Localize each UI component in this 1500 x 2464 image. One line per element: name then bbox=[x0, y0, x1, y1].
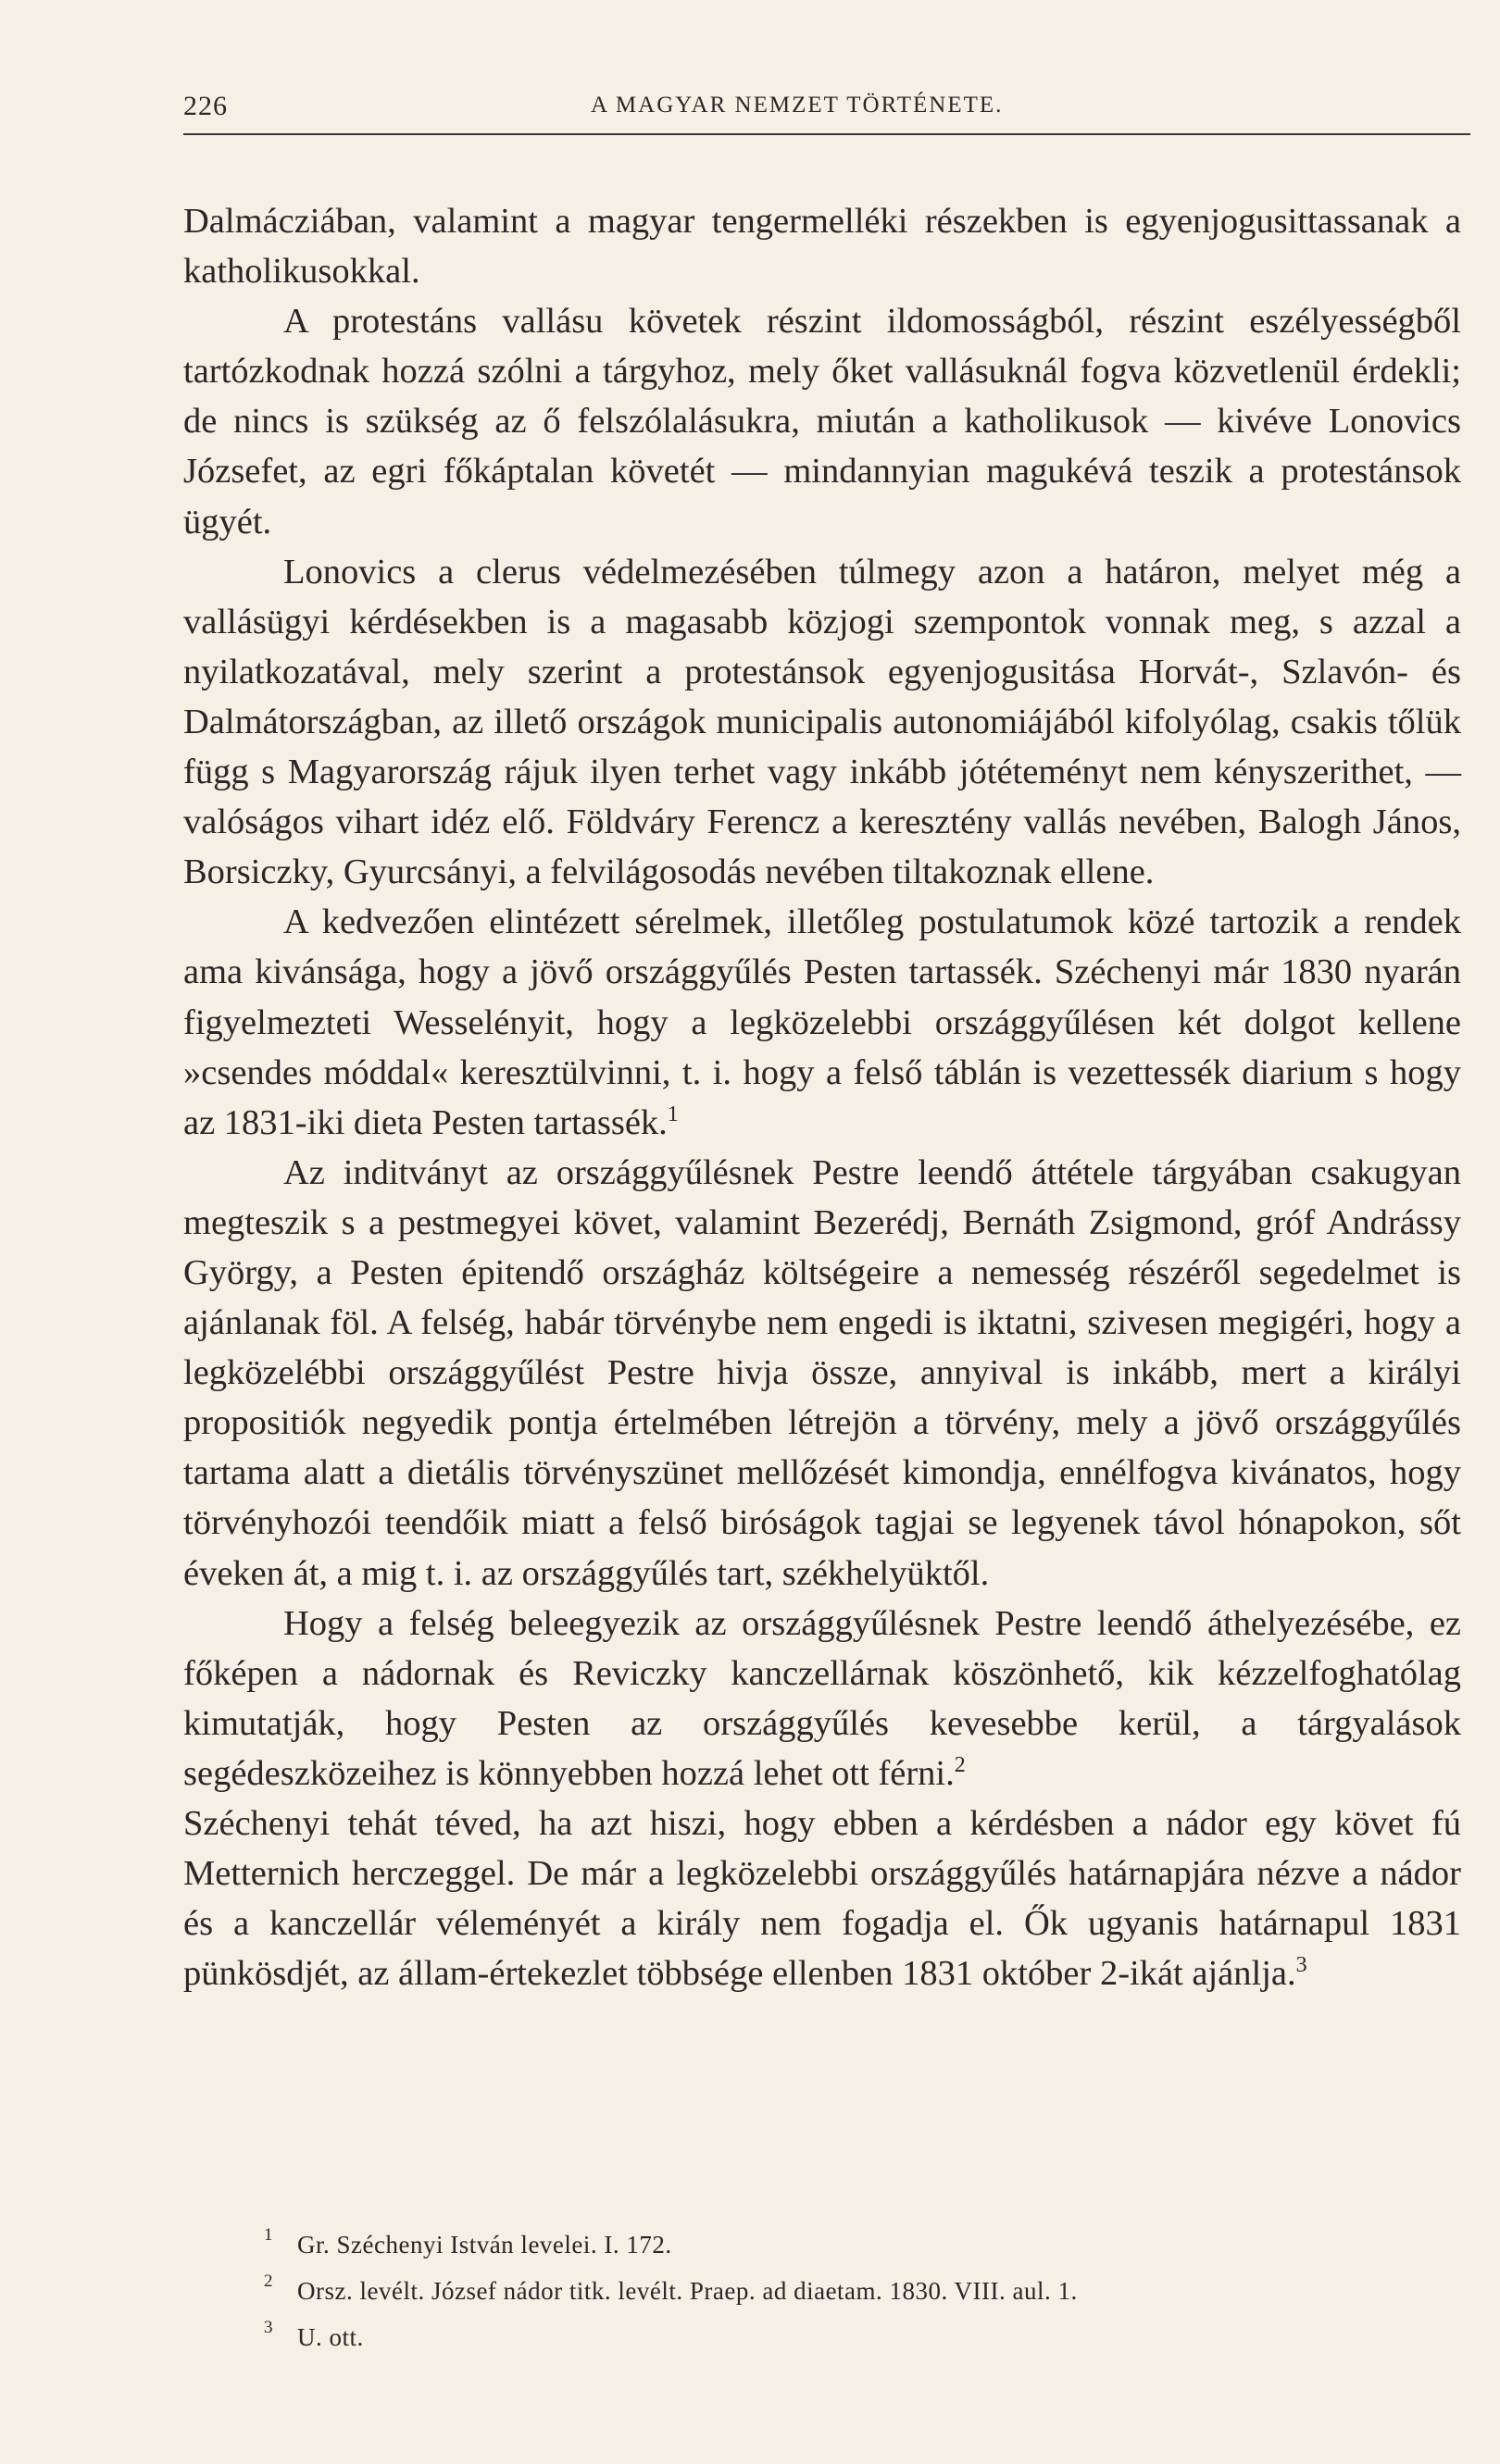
footnote-mark: 3 bbox=[264, 2318, 273, 2337]
paragraph-text: Az inditványt az országgyűlésnek Pestre leendő áttétele tárgyában csakugyan megteszik s a pestmegyei követ, valamint Bezerédj, Bernáth Zsigmond, gróf Andrássy György, a Pesten épitendő országház költségeire a nemesség részéről segedelmet is ajánlanak föl. A felség, habár törvénybe nem engedi is iktatni, szivesen megigéri, hogy a legközelébbi országgyűlést Pestre hivja össze, annyival is inkább, mert a királyi propositiók negyedik pontja értelmében létrejön a törvény, mely a jövő országgyűlés tartama alatt a dietális törvényszünet mellőzését kimondja, ennélfogva kivánatos, hogy törvényhozói teendőik miatt a felső biróságok tagjai se legyenek távol hónapokon, sőt éveken át, a mig t. i. az országgyűlés tart, székhelyüktől. bbox=[183, 1152, 1461, 1593]
page-number: 226 bbox=[183, 91, 228, 121]
paragraph bbox=[183, 547, 1461, 898]
footnote bbox=[264, 2314, 1468, 2360]
footnote-ref: 2 bbox=[954, 1753, 966, 1778]
running-title: A MAGYAR NEMZET TÖRTÉNETE. bbox=[591, 93, 1004, 118]
footnote-ref: 3 bbox=[1295, 1953, 1307, 1978]
paragraph-text: Dalmácziában, valamint a magyar tengermelléki részekben is egyenjogusittassanak a katholikusokkal. bbox=[183, 202, 1461, 292]
running-head bbox=[183, 91, 1470, 135]
footnote-text: Gr. Széchenyi István levelei. I. 172. bbox=[297, 2231, 672, 2259]
paragraph bbox=[183, 1599, 1461, 1798]
paragraph bbox=[183, 196, 1461, 296]
footnote-ref: 1 bbox=[667, 1101, 679, 1126]
paragraph-text: Lonovics a clerus védelmezésében túlmegy azon a határon, melyet még a vallásügyi kérdésekben is a magasabb közjogi szempontok vonnak meg, s azzal a nyilatkozatával, mely szerint a protestánsok egyenjogusitása Horvát-, Szlavón- és Dalmátországban, az illető országok municipalis autonomiájából kifolyólag, csakis tőlük függ s Magyarország rájuk ilyen terhet vagy inkább jótéteményt nem kényszerithet, — valóságos vihart idéz elő. Földváry Ferencz a keresztény vallás nevében, Balogh János, Borsiczky, Gyurcsányi, a felvilágosodás nevében tiltakoznak ellene. bbox=[183, 552, 1461, 892]
paragraph-text: A kedvezően elintézett sérelmek, illetőleg postulatumok közé tartozik a rendek ama kivánsága, hogy a jövő országgyűlés Pesten tartassék. Széchenyi már 1830 nyarán figyelmezteti Wesselényit, hogy a legközelebbi országgyűlésen két dolgot kellene »csendes móddal« keresztülvinni, t. i. hogy a felső táblán is vezettessék diarium s hogy az 1831-iki dieta Pesten tartassék. bbox=[183, 902, 1461, 1142]
paragraph bbox=[183, 1798, 1461, 1998]
paragraph bbox=[183, 296, 1461, 546]
footnotes bbox=[264, 2221, 1468, 2360]
paragraph bbox=[183, 897, 1461, 1147]
footnote bbox=[264, 2268, 1468, 2314]
footnote bbox=[264, 2221, 1468, 2268]
footnote-mark: 2 bbox=[264, 2271, 273, 2291]
footnote-mark: 1 bbox=[264, 2225, 273, 2245]
body-text bbox=[183, 196, 1461, 1998]
paragraph-text: Hogy a felség beleegyezik az országgyűlésnek Pestre leendő áthelyezésébe, ez főképen a nádornak és Reviczky kanczellárnak köszönhető, kik kézzelfoghatólag kimutatják, hogy Pesten az országgyűlés kevesebbe kerül, a tárgyalások segédeszközeihez is könnyebben hozzá lehet ott férni. bbox=[183, 1603, 1461, 1793]
paragraph-text: Széchenyi tehát téved, ha azt hiszi, hogy ebben a kérdésben a nádor egy követ fú Metternich herczeggel. De már a legközelebbi országgyűlés határnapjára nézve a nádor és a kanczellár véleményét a király nem fogadja el. Ők ugyanis határnapul 1831 pünkösdjét, az állam-értekezlet többsége ellenben 1831 október 2-ikát ajánlja. bbox=[183, 1804, 1461, 1994]
footnote-text: U. ott. bbox=[297, 2323, 364, 2351]
paragraph-text: A protestáns vallásu követek részint ildomosságból, részint eszélyességből tartózkodnak hozzá szólni a tárgyhoz, mely őket vallásuknál fogva közvetlenül érdekli; de nincs is szükség az ő felszólalásukra, miután a katholikusok — kivéve Lonovics Józsefet, az egri főkáptalan követét — mindannyian magukévá teszik a protestánsok ügyét. bbox=[183, 302, 1461, 541]
paragraph bbox=[183, 1148, 1461, 1599]
footnote-text: Orsz. levélt. József nádor titk. levélt. Praep. ad diaetam. 1830. VIII. aul. 1. bbox=[297, 2277, 1078, 2305]
